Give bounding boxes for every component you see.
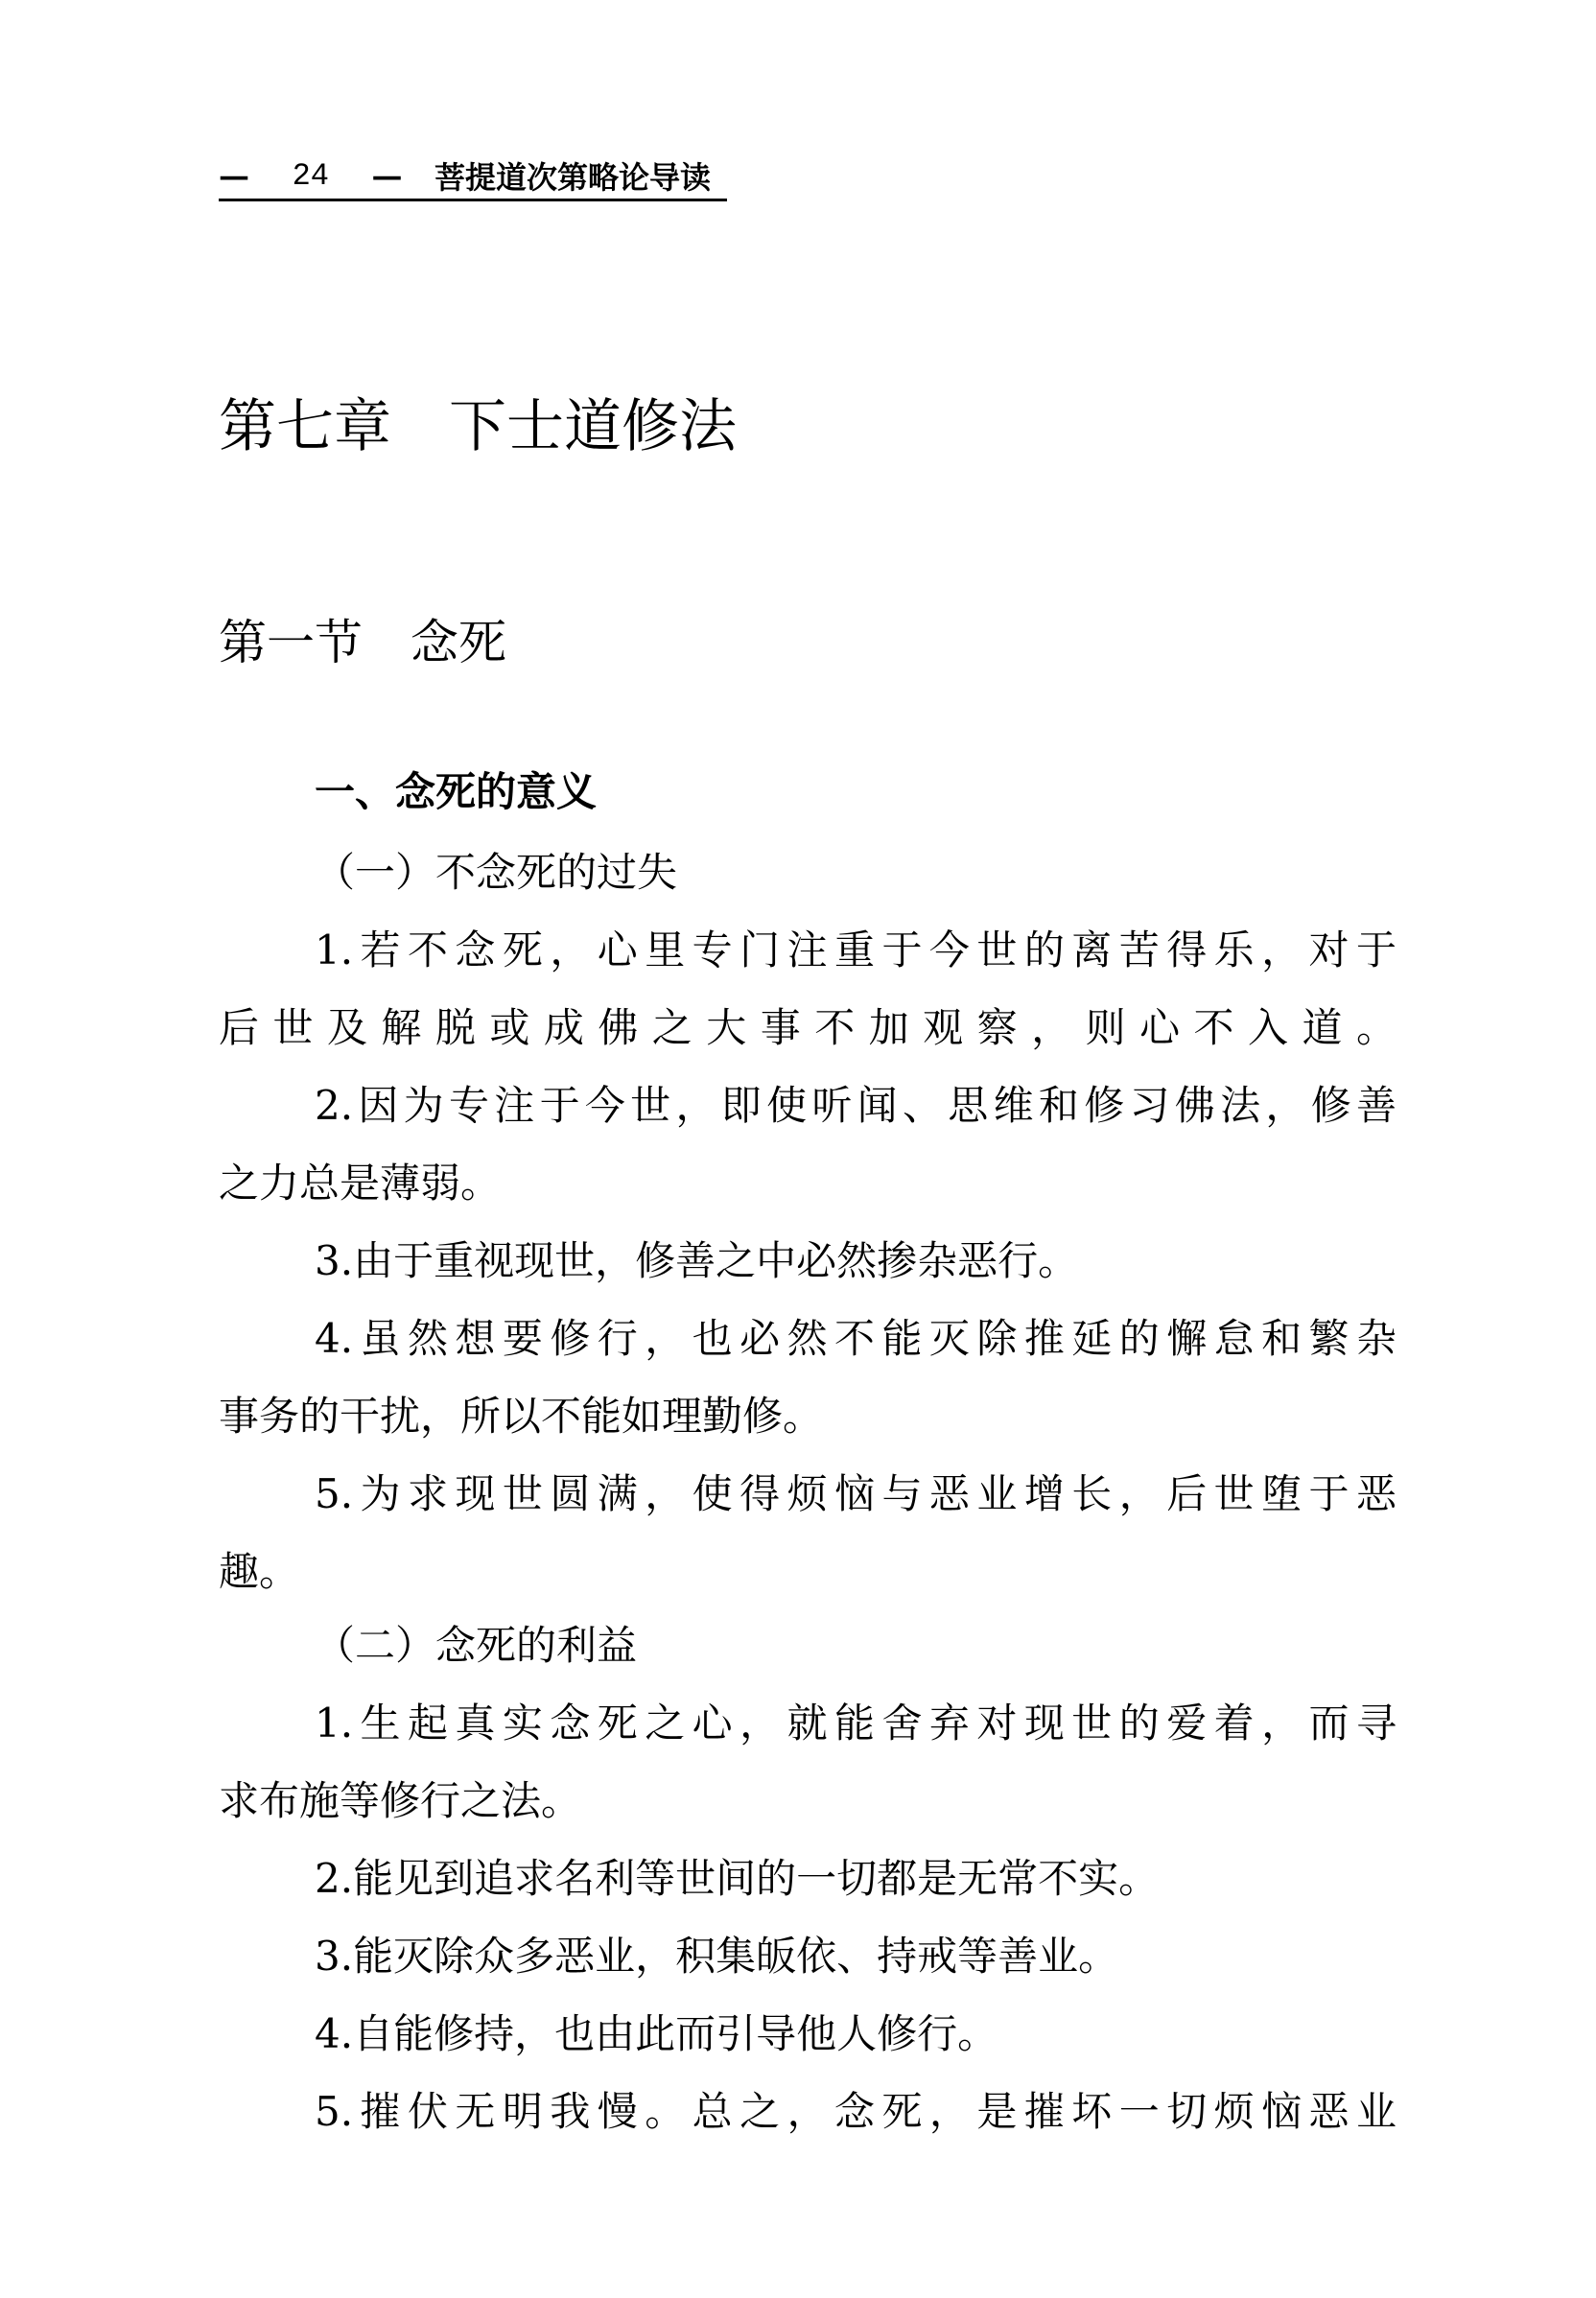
section-title: 第一节 念死 [219,615,506,670]
header-rule [219,199,727,201]
text-line: 1.若不念死，心里专门注重于今世的离苦得乐，对于 [315,926,1396,973]
list-heading: （一）不念死的过失 [315,849,678,896]
text-line: 3.由于重视现世，修善之中必然掺杂恶行。 [315,1237,1079,1284]
list-heading: （二）念死的利益 [315,1622,638,1669]
text-line: 2.因为专注于今世，即使听闻、思维和修习佛法，修善 [315,1082,1396,1129]
subheading: 一、念死的意义 [315,768,598,815]
header-dash-left: — [219,157,249,194]
text-line: 后世及解脱或成佛之大事不加观察，则心不入道。 [219,1004,1396,1051]
header-dash-right: — [371,157,403,194]
text-line: 事务的干扰，所以不能如理勤修。 [219,1393,824,1440]
text-line: 求布施等修行之法。 [219,1777,582,1824]
page-number: 24 [292,157,329,194]
text-line: 2.能见到追求名利等世间的一切都是无常不实。 [315,1855,1160,1902]
text-line: 5.为求现世圆满，使得烦恼与恶业增长，后世堕于恶 [315,1470,1396,1517]
body-text [219,833,1396,2150]
text-line: 4.虽然想要修行，也必然不能灭除推延的懈怠和繁杂 [315,1315,1396,1362]
text-line: 4.自能修持，也由此而引导他人修行。 [315,2010,998,2057]
running-header [219,152,727,199]
book-title: 菩提道次第略论导读 [434,159,711,196]
text-line: 5.摧伏无明我慢。总之，念死，是摧坏一切烦恼恶业 [315,2088,1396,2135]
text-line: 3.能灭除众多恶业，积集皈依、持戒等善业。 [315,1933,1119,1980]
text-line: 1.生起真实念死之心，就能舍弃对现世的爱着，而寻 [315,1700,1396,1747]
text-line: 趣。 [219,1548,300,1595]
text-line: 之力总是薄弱。 [219,1160,502,1207]
chapter-title: 第七章 下士道修法 [219,393,737,460]
